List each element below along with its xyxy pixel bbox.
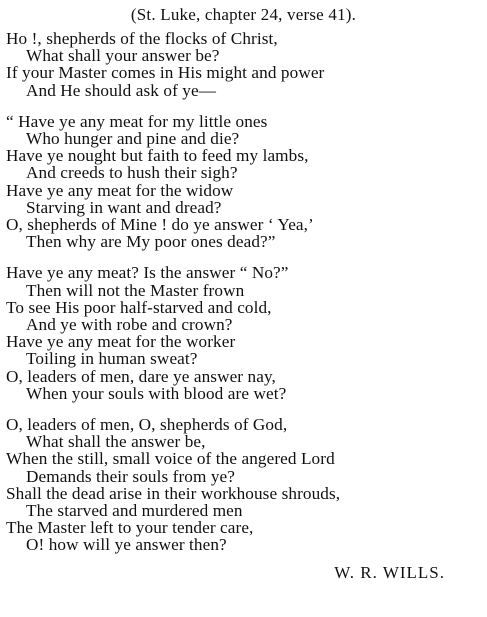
author-signature: W. R. WILLS.	[334, 562, 445, 582]
poem-line: Have ye nought but faith to feed my lambs,	[6, 146, 309, 166]
poem-line: Then will not the Master frown	[26, 280, 245, 300]
poem-line: O, shepherds of Mine ! do ye answer ‘ Yea,’	[6, 215, 314, 235]
poem-line: The Master left to your tender care,	[6, 518, 254, 538]
stanza-2	[6, 113, 481, 251]
poem-line: If your Master comes in His might and power	[6, 63, 325, 83]
stanza-3	[6, 264, 481, 402]
poem-line: And creeds to hush their sigh?	[26, 163, 238, 183]
poem-heading: (St. Luke, chapter 24, verse 41).	[130, 5, 357, 24]
poem-line: Shall the dead arise in their workhouse shrouds,	[6, 483, 341, 503]
poem-line: “ Have ye any meat for my little ones	[6, 111, 268, 131]
poem-line: What shall your answer be?	[26, 46, 220, 66]
poem-line: The starved and murdered men	[26, 501, 243, 521]
poem-line: O, leaders of men, dare ye answer nay,	[6, 366, 276, 386]
poem-line: O, leaders of men, O, shepherds of God,	[6, 415, 288, 435]
poem-line: O! how will ye answer then?	[26, 535, 227, 555]
poem-line: Ho !, shepherds of the flocks of Christ,	[6, 29, 278, 48]
poem-line: And ye with robe and crown?	[26, 315, 233, 335]
poem-line: Toiling in human sweat?	[26, 349, 198, 369]
poem-line: Have ye any meat for the widow	[6, 180, 234, 200]
poem-line: Have ye any meat for the worker	[6, 332, 236, 352]
poem-line: And He should ask of ye—	[26, 80, 217, 100]
poem-line: When your souls with blood are wet?	[26, 383, 287, 403]
stanza-1	[6, 30, 481, 99]
poem-line: When the still, small voice of the angered Lord	[6, 449, 335, 469]
poem-line: Have ye any meat? Is the answer “ No?”	[6, 263, 289, 283]
poem-line: Demands their souls from ye?	[26, 466, 235, 486]
poem-line: Starving in want and dread?	[26, 197, 222, 217]
poem-line: Then why are My poor ones dead?”	[26, 232, 276, 252]
poem-line: What shall the answer be,	[26, 432, 206, 452]
poem-line: Who hunger and pine and die?	[26, 129, 240, 149]
stanza-4	[6, 416, 481, 554]
poem-line: To see His poor half-starved and cold,	[6, 297, 272, 317]
